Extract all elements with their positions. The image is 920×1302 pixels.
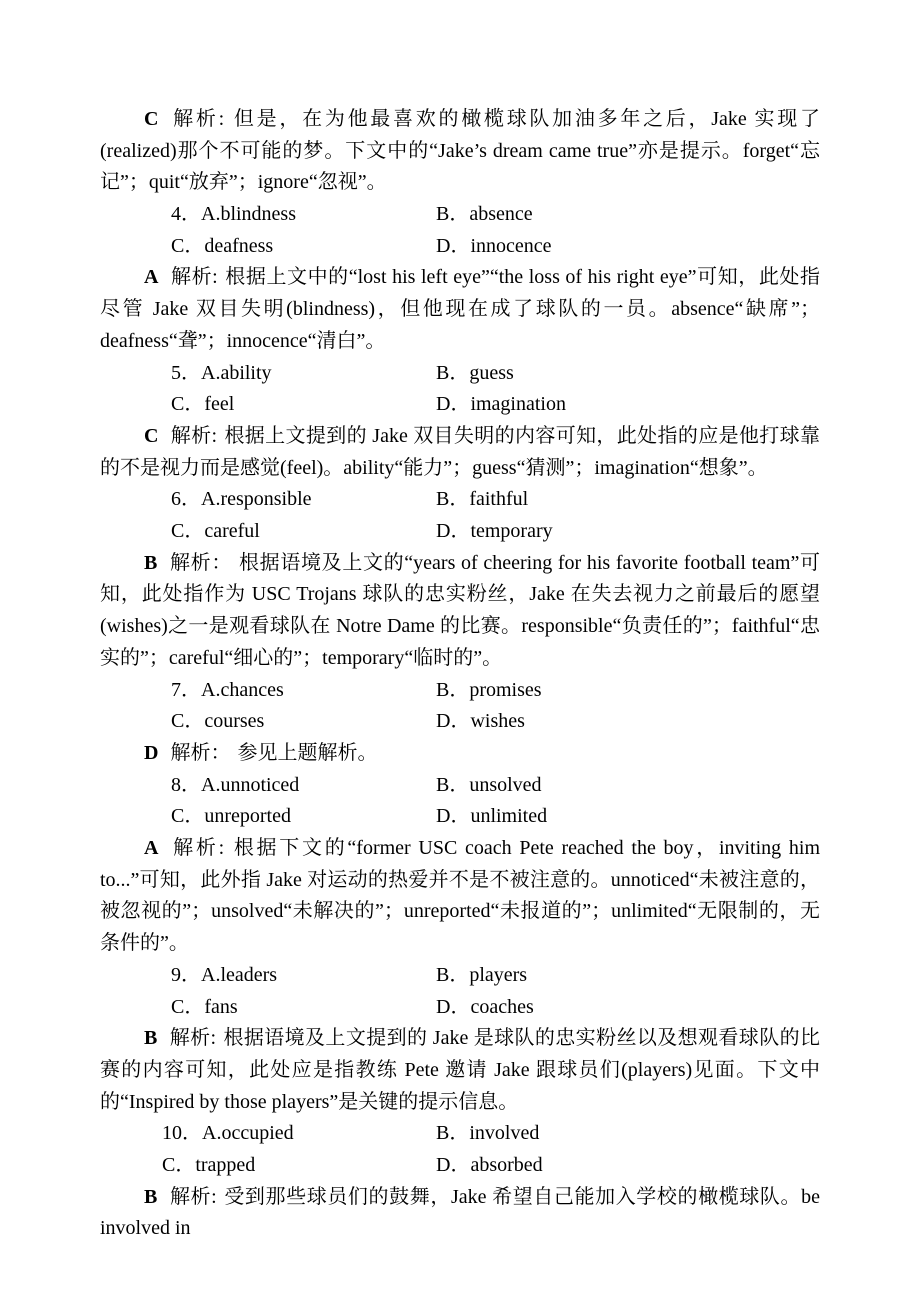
answer-letter: C: [144, 424, 159, 447]
option-cell-left: 5．A.ability: [171, 361, 272, 384]
options-row: [100, 706, 820, 738]
jiexi-label: 解析:: [170, 266, 218, 289]
option-cell-right: D．imagination: [436, 393, 566, 416]
explanation-text: 根据上文中的“lost his left eye”“the loss of his right eye”可知，此处指尽管 Jake 双目失明(blindness)，但他现在成了球队的一员。absence“缺席”；deafness“聋”；innocence“清白”。: [100, 266, 820, 352]
options-row: [100, 389, 820, 421]
options-row: [100, 358, 820, 390]
jiexi-label: 解析:: [170, 108, 225, 130]
option-cell-left: 10．A.occupied: [162, 1122, 294, 1145]
explanation-paragraph: [100, 262, 820, 357]
option-cell-right: B．involved: [436, 1122, 540, 1145]
explanation-text: 根据语境及上文提到的 Jake 是球队的忠实粉丝以及想观看球队的比赛的内容可知，此处应是指教练 Pete 邀请 Jake 跟球员们(players)见面。下文中的“Inspired by those players”是关键的提示信息。: [100, 1027, 820, 1113]
jiexi-label: 解析:: [169, 1185, 217, 1208]
options-row: [100, 1150, 820, 1182]
option-cell-right: B．promises: [436, 678, 542, 701]
explanation-paragraph: [100, 833, 820, 960]
option-cell-left: C．careful: [171, 520, 260, 543]
explanation-text: 但是，在为他最喜欢的橄榄球队加油多年之后，Jake 实现了(realized)那个不可能的梦。下文中的“Jake’s dream came true”亦是提示。forget“忘记”；quit“放弃”；ignore“忽视”。: [100, 108, 820, 194]
option-cell-left: C．courses: [171, 710, 265, 733]
option-cell-right: B．faithful: [436, 488, 529, 511]
option-cell-right: D．unlimited: [436, 805, 548, 828]
answer-letter: A: [144, 266, 159, 289]
explanation-text: 根据上文提到的 Jake 双目失明的内容可知，此处指的应是他打球靠的不是视力而是感觉(feel)。ability“能力”；guess“猜测”；imagination“想象”。: [100, 424, 820, 479]
explanation-paragraph: [100, 421, 820, 484]
options-row: [100, 484, 820, 516]
option-cell-right: D．coaches: [436, 995, 534, 1018]
options-row: [100, 516, 820, 548]
options-row: [100, 199, 820, 231]
explanation-text: 根据下文的“former USC coach Pete reached the boy，inviting him to...”可知，此外指 Jake 对运动的热爱并不是不被注意的。unnoticed“未被注意的，被忽视的”；unsolved“未解决的”；unreported“未报道的”；unlimited“无限制的，无条件的”。: [100, 837, 820, 955]
option-cell-left: C．fans: [171, 995, 238, 1018]
option-cell-left: 4．A.blindness: [171, 203, 296, 226]
option-cell-left: 7．A.chances: [171, 678, 284, 701]
option-cell-right: B．absence: [436, 203, 533, 226]
option-cell-right: D．absorbed: [436, 1154, 543, 1176]
jiexi-label: 解析:: [170, 837, 225, 860]
option-cell-right: B．unsolved: [436, 773, 542, 796]
option-cell-right: B．players: [436, 963, 528, 986]
option-cell-left: C．deafness: [171, 234, 274, 257]
jiexi-label: 解析:: [169, 1027, 217, 1050]
answer-letter: B: [144, 551, 158, 574]
option-cell-left: 8．A.unnoticed: [171, 773, 300, 796]
option-cell-left: 9．A.leaders: [171, 963, 278, 986]
options-row: [100, 770, 820, 802]
option-cell-right: D．temporary: [436, 520, 553, 543]
answer-letter: D: [144, 741, 159, 764]
answer-letter: B: [144, 1027, 158, 1050]
explanation-paragraph: [100, 1182, 820, 1245]
answer-letter: A: [144, 837, 159, 860]
option-cell-right: D．innocence: [436, 234, 552, 257]
explanation-paragraph: [100, 104, 820, 199]
options-row: [100, 801, 820, 833]
jiexi-label: 解析:: [170, 424, 218, 447]
explanation-paragraph: [100, 548, 820, 675]
options-row: [100, 1118, 820, 1150]
explanation-text: 受到那些球员们的鼓舞，Jake 希望自己能加入学校的橄榄球队。be involved in: [100, 1185, 820, 1240]
answer-letter: C: [144, 108, 159, 130]
explanation-paragraph: [100, 738, 820, 770]
explanation-text: 根据语境及上文的“years of cheering for his favorite football team”可知，此处指作为 USC Trojans 球队的忠实粉丝，Jake 在失去视力之前最后的愿望(wishes)之一是观看球队在 Notre Dame 的比赛。responsible“负责任的”；faithful“忠实的”；careful“细心的”；temporary“临时的”。: [100, 551, 820, 669]
option-cell-right: B．guess: [436, 361, 514, 384]
options-row: [100, 992, 820, 1024]
jiexi-label: 解析：: [169, 551, 232, 574]
explanation-text: 参见上题解析。: [237, 741, 378, 764]
option-cell-right: D．wishes: [436, 710, 525, 733]
option-cell-left: C．trapped: [162, 1154, 256, 1176]
options-row: [100, 231, 820, 263]
jiexi-label: 解析：: [170, 741, 231, 764]
options-row: [100, 675, 820, 707]
option-cell-left: C．feel: [171, 393, 235, 416]
option-cell-left: 6．A.responsible: [171, 488, 312, 511]
option-cell-left: C．unreported: [171, 805, 291, 828]
document-content: [100, 104, 820, 1245]
options-row: [100, 960, 820, 992]
answer-letter: B: [144, 1185, 158, 1208]
explanation-paragraph: [100, 1023, 820, 1118]
